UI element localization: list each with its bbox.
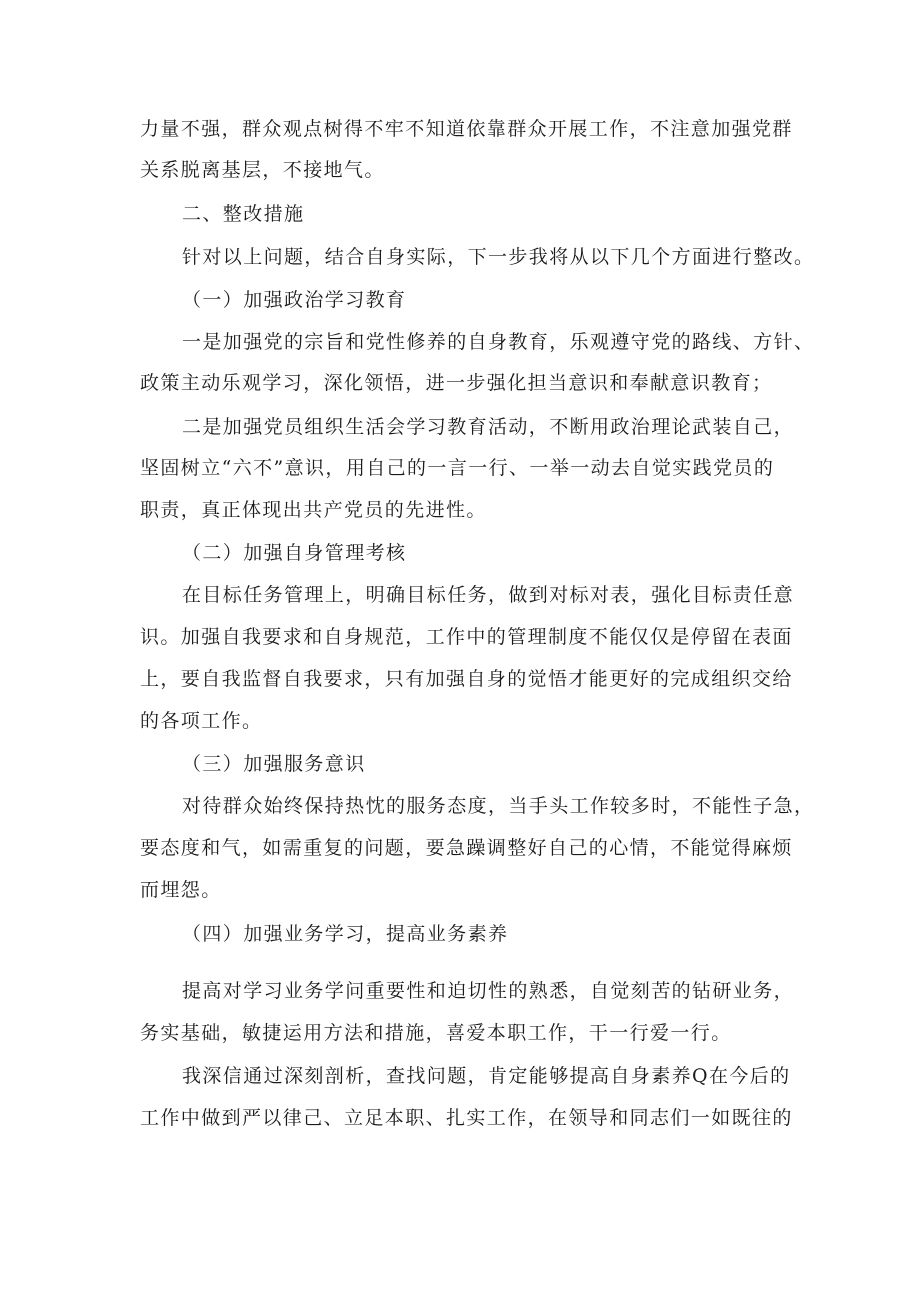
subsection-heading: （四）加强业务学习，提高业务素养: [182, 923, 509, 945]
body-text-line: 而埋怨。: [140, 879, 222, 901]
body-text-line: 务实基础，敏捷运用方法和措施，喜爱本职工作，干一行爱一行。: [140, 1022, 732, 1044]
body-text-line: 提高对学习业务学问重要性和迫切性的熟悉，自觉刻苦的钻研业务，: [182, 980, 795, 1002]
body-text-line: 的各项工作。: [140, 710, 263, 732]
body-text-line: 一是加强党的宗旨和党性修养的自身教育，乐观遵守党的路线、方针、: [182, 331, 815, 353]
subsection-heading: （二）加强自身管理考核: [182, 542, 407, 564]
section-heading: 二、整改措施: [182, 203, 305, 225]
subsection-heading: （三）加强服务意识: [182, 753, 366, 775]
subsection-heading: （一）加强政治学习教育: [182, 289, 407, 311]
body-text-line: 上，要自我监督自我要求，只有加强自身的觉悟才能更好的完成组织交给: [140, 668, 793, 690]
body-text-line: 坚固树立“六不”意识，用自己的一言一行、一举一动去自觉实践党员的: [140, 457, 775, 479]
body-text-line: 识。加强自我要求和自身规范，工作中的管理制度不能仅仅是停留在表面: [140, 626, 793, 648]
body-text-line: 对待群众始终保持热忱的服务态度，当手头工作较多时，不能性子急，: [182, 795, 815, 817]
body-text-line: 力量不强，群众观点树得不牢不知道依靠群众开展工作，不注意加强党群: [140, 118, 793, 140]
body-text-line: 关系脱离基层，不接地气。: [140, 159, 385, 181]
body-text-line: 在目标任务管理上，明确目标任务，做到对标对表，强化目标责任意: [182, 584, 795, 606]
body-text-line: 职责，真正体现出共产党员的先进性。: [140, 499, 487, 521]
body-text-line: 要态度和气，如需重复的问题，要急躁调整好自己的心情，不能觉得麻烦: [140, 837, 793, 859]
body-text-line: 针对以上问题，结合自身实际，下一步我将从以下几个方面进行整改。: [182, 246, 815, 268]
body-text-line: 工作中做到严以律己、立足本职、扎实工作，在领导和同志们一如既往的: [140, 1107, 793, 1129]
body-text-line: 政策主动乐观学习，深化领悟，进一步强化担当意识和奉献意识教育；: [140, 372, 773, 394]
body-text-line: 我深信通过深刻剖析，查找问题，肯定能够提高自身素养Q在今后的: [182, 1065, 791, 1087]
body-text-line: 二是加强党员组织生活会学习教育活动，不断用政治理论武装自己，: [182, 416, 795, 438]
